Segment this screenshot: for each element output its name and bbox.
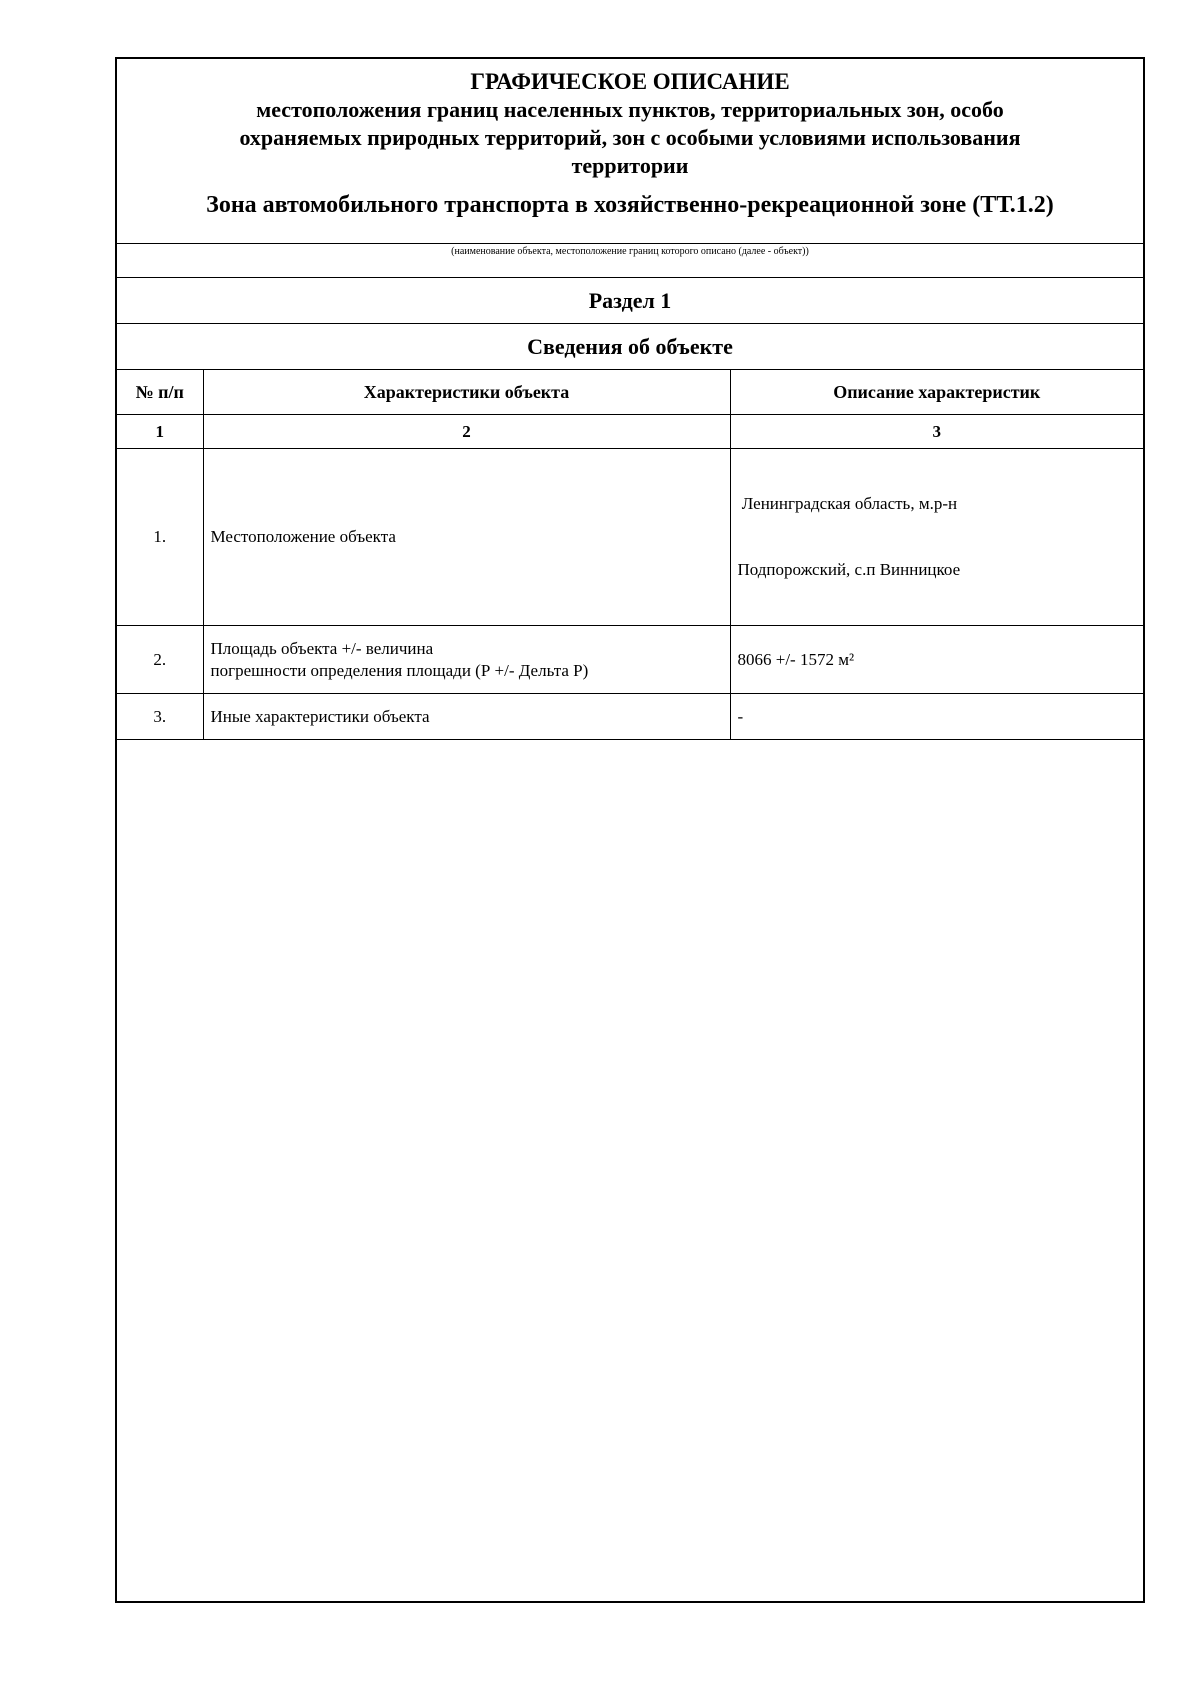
characteristic-line: Площадь объекта +/- величина [210, 638, 434, 658]
description-line: - [737, 706, 744, 726]
column-index-row [117, 415, 1143, 449]
row-description [730, 626, 1143, 694]
table-row [117, 694, 1143, 740]
characteristic-line: Местоположение объекта [210, 527, 396, 546]
document-frame [115, 57, 1145, 1603]
document-title: ГРАФИЧЕСКОЕ ОПИСАНИЕ [470, 69, 790, 94]
characteristic-line: Иные характеристики объекта [210, 706, 430, 726]
column-index: 2 [203, 415, 730, 449]
row-description [730, 694, 1143, 740]
row-number: 3. [117, 694, 203, 740]
object-name: Зона автомобильного транспорта в хозяйственно-рекреационной зоне (ТТ.1.2) [206, 192, 1054, 218]
header-description: Описание характеристик [730, 370, 1143, 415]
row-number: 2. [117, 626, 203, 694]
document-header [117, 59, 1143, 243]
object-info-table [117, 369, 1143, 740]
row-number: 1. [117, 449, 203, 626]
header-characteristic: Характеристики объекта [203, 370, 730, 415]
description-line: Ленинградская область, м.р-н [737, 494, 958, 513]
subtitle-line: территории [571, 153, 689, 178]
section-title: Раздел 1 [117, 277, 1143, 323]
subtitle-line: охраняемых природных территорий, зон с особыми условиями использования [239, 125, 1021, 150]
row-characteristic [203, 694, 730, 740]
table-row [117, 449, 1143, 626]
subtitle-line: местоположения границ населенных пунктов, территориальных зон, особо [256, 97, 1004, 122]
table-row [117, 626, 1143, 694]
characteristic-line: погрешности определения площади (Р +/- Дельта Р) [210, 660, 589, 680]
document-subtitle [117, 96, 1143, 180]
header-number: № п/п [117, 370, 203, 415]
table-header-row [117, 370, 1143, 415]
row-description [730, 449, 1143, 626]
row-characteristic [203, 626, 730, 694]
column-index: 1 [117, 415, 203, 449]
description-line: Подпорожский, с.п Винницкое [737, 560, 961, 579]
description-line: 8066 +/- 1572 м² [737, 649, 855, 669]
column-index: 3 [730, 415, 1143, 449]
section-subtitle: Сведения об объекте [117, 323, 1143, 369]
object-name-hint: (наименование объекта, местоположение границ которого описано (далее - объект)) [117, 243, 1143, 277]
row-characteristic [203, 449, 730, 626]
